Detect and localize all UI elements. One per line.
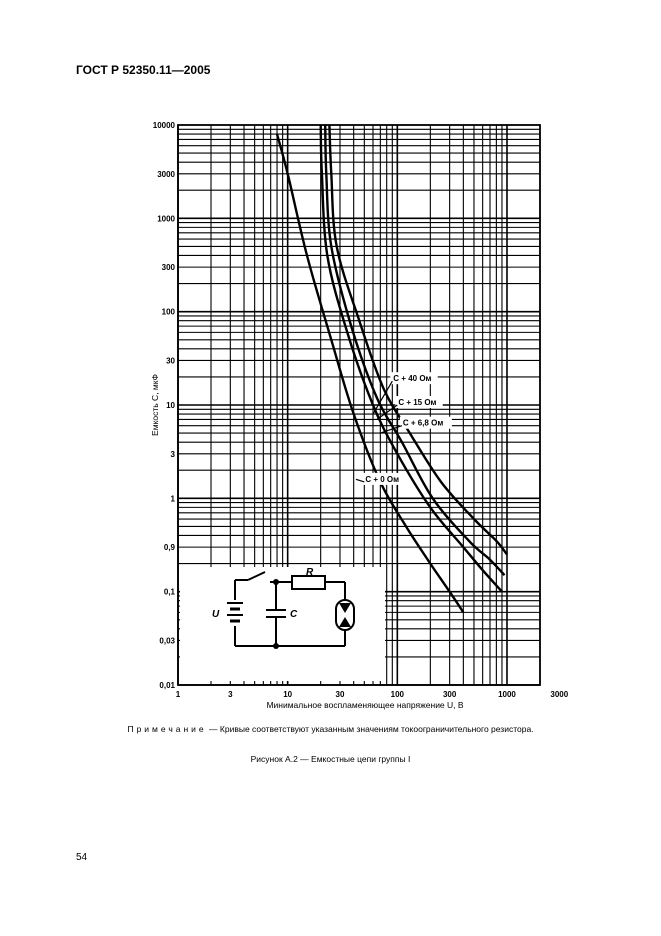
- y-tick-label: 0,1: [163, 587, 175, 597]
- y-axis-label: Емкость C, мкФ: [150, 374, 160, 436]
- y-tick-label: 10: [166, 401, 175, 410]
- voltage-label: U: [212, 609, 220, 620]
- note: [0, 724, 661, 734]
- x-tick-label: 30: [335, 690, 345, 699]
- x-tick-label: 1000: [498, 690, 516, 699]
- y-tick-label: 0,03: [159, 636, 175, 646]
- figure-caption: Рисунок А.2 — Емкостные цепи группы I: [250, 754, 411, 764]
- y-tick-label: 300: [161, 263, 175, 273]
- y-tick-label: 1: [170, 494, 175, 504]
- y-tick-label: 0,9: [163, 543, 175, 553]
- annotation-label: C + 0 Ом: [365, 474, 400, 484]
- note-text: — Кривые соответствуют указанным значениям токоограничительного резистора.: [209, 724, 534, 734]
- y-tick-label: 100: [161, 307, 175, 317]
- junction-top: [273, 579, 279, 585]
- y-tick-label: 30: [166, 356, 175, 366]
- x-tick-label: 1: [175, 690, 181, 699]
- circuit-inset: [180, 567, 385, 681]
- document-header: ГОСТ Р 52350.11—2005: [76, 63, 211, 77]
- x-tick-label: 300: [442, 690, 457, 699]
- junction-bottom: [273, 643, 279, 649]
- y-tick-label: 0,01: [159, 681, 175, 690]
- annotation-label: C + 15 Ом: [398, 398, 437, 407]
- capacitor-label: C: [290, 609, 298, 620]
- x-tick-label: 100: [390, 690, 405, 699]
- resistor-label: R: [306, 567, 314, 578]
- x-tick-label: 3000: [550, 690, 569, 699]
- x-tick-label: 10: [283, 690, 293, 699]
- note-prefix: Примечание: [127, 724, 207, 734]
- x-tick-label: 3: [228, 690, 233, 699]
- annotation-label: C + 40 Ом: [393, 374, 432, 384]
- y-tick-label: 3: [170, 449, 175, 459]
- y-tick-label: 1000: [157, 214, 175, 224]
- y-tick-label: 3000: [157, 169, 175, 179]
- x-axis-label: Минимальное воспламеняющее напряжение U, В: [266, 700, 464, 710]
- annotation-label: C + 6,8 Ом: [402, 418, 444, 428]
- y-tick-label: 10000: [152, 121, 175, 130]
- page-number: 54: [76, 852, 88, 863]
